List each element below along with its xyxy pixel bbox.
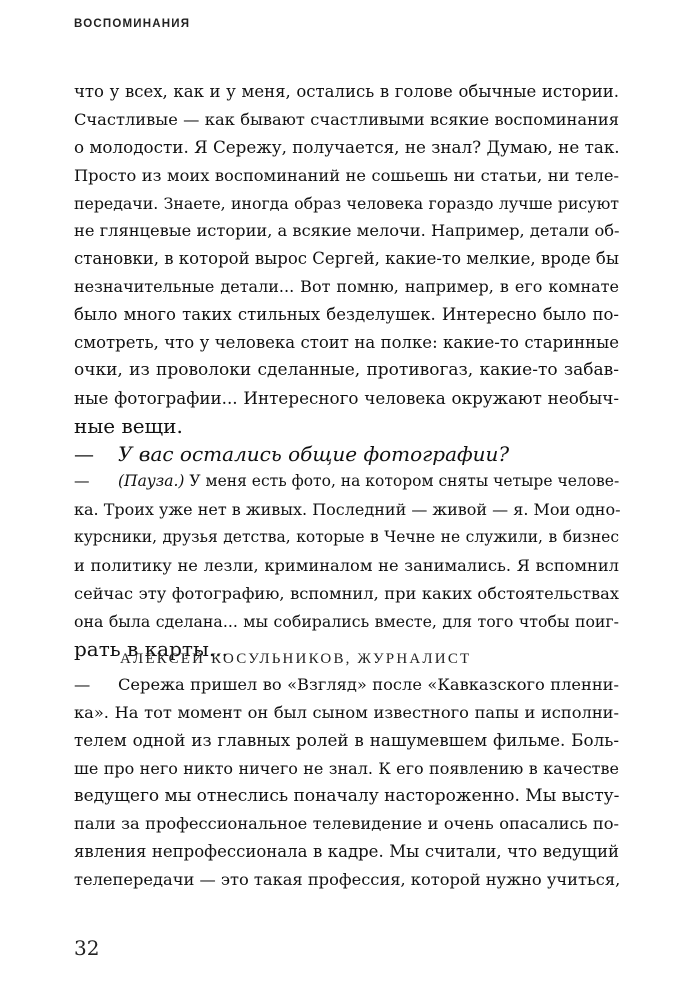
text-line: явления непрофессионала в кадре. Мы считали, что ведущий (74, 842, 619, 862)
speaker-heading: АЛЕКСЕЙ КОСУЛЬНИКОВ, ЖУРНАЛИСТ (120, 651, 472, 667)
answer-first-line-rest: У меня есть фото, на котором сняты четыре челове- (184, 472, 620, 491)
text-line: Просто из моих воспоминаний не сошьешь ни статьи, ни теле- (74, 165, 619, 185)
answer-first-line-text (118, 468, 619, 496)
speech-first-line-text: Сережа пришел во «Взгляд» после «Кавказского пленни- (118, 675, 619, 694)
text-line: телепередачи — это такая профессия, которой нужно учиться, (74, 870, 621, 890)
dialogue-answer-first-line (74, 468, 619, 496)
speech-first-line (74, 671, 619, 699)
text-line: ные вещи. (74, 413, 183, 438)
text-line: телем одной из главных ролей в нашумевшем фильме. Боль- (74, 729, 619, 750)
text-line: ше про него никто ничего не знал. К его появлению в качестве (74, 758, 619, 778)
paragraph-continuation (74, 78, 619, 664)
text-line: ведущего мы отнеслись поначалу настороженно. Мы высту- (74, 785, 620, 806)
question-text: У вас остались общие фотографии? (118, 441, 510, 466)
text-line: смотреть, что у человека стоит на полке: какие-то старинные (74, 333, 619, 353)
text-line: не глянцевые истории, а всякие мелочи. Например, детали об- (74, 221, 620, 241)
text-line: она была сделана... мы собирались вместе, для того чтобы поиг- (74, 611, 619, 631)
text-line: было много таких стильных безделушек. Интересно было по- (74, 305, 619, 325)
paragraph-speaker-text (74, 671, 619, 894)
dialogue-question (74, 441, 619, 469)
text-line: незначительные детали... Вот помню, например, в его комнате (74, 277, 619, 297)
em-dash: — (74, 441, 94, 466)
text-line: сейчас эту фотографию, вспомнил, при каких обстоятельствах (74, 584, 619, 604)
text-line: ка. Троих уже нет в живых. Последний — живой — я. Мои одно- (74, 500, 621, 520)
em-dash: — (74, 472, 90, 491)
page-number: 32 (74, 936, 100, 960)
text-line: передачи. Знаете, иногда образ человека гораздо лучше рисуют (74, 193, 619, 213)
em-dash: — (74, 675, 91, 694)
text-line: рать в карты... (74, 636, 228, 661)
text-line: очки, из проволоки сделанные, противогаз, какие-то забав- (74, 359, 619, 380)
text-line: пали за профессиональное телевидение и очень опасались по- (74, 814, 619, 834)
text-line: курсники, друзья детства, которые в Чечне не служили, в бизнес (74, 528, 619, 547)
text-line: Счастливые — как бывают счастливыми всякие воспоминания (74, 109, 619, 129)
text-line: о молодости. Я Сережу, получается, не знал? Думаю, не так. (74, 136, 620, 157)
text-line: и политику не лезли, криминалом не занимались. Я вспомнил (74, 556, 619, 576)
text-line: становки, в которой вырос Сергей, какие-то мелкие, вроде бы (74, 249, 619, 269)
text-line: ка». На тот момент он был сыном известного папы и исполни- (74, 702, 619, 722)
pause-remark: (Пауза.) (118, 472, 185, 491)
text-line: ные фотографии... Интересного человека окружают необыч- (74, 387, 619, 408)
text-line: что у всех, как и у меня, остались в голове обычные истории. (74, 82, 619, 101)
running-head-title: ВОСПОМИНАНИЯ (74, 18, 191, 30)
